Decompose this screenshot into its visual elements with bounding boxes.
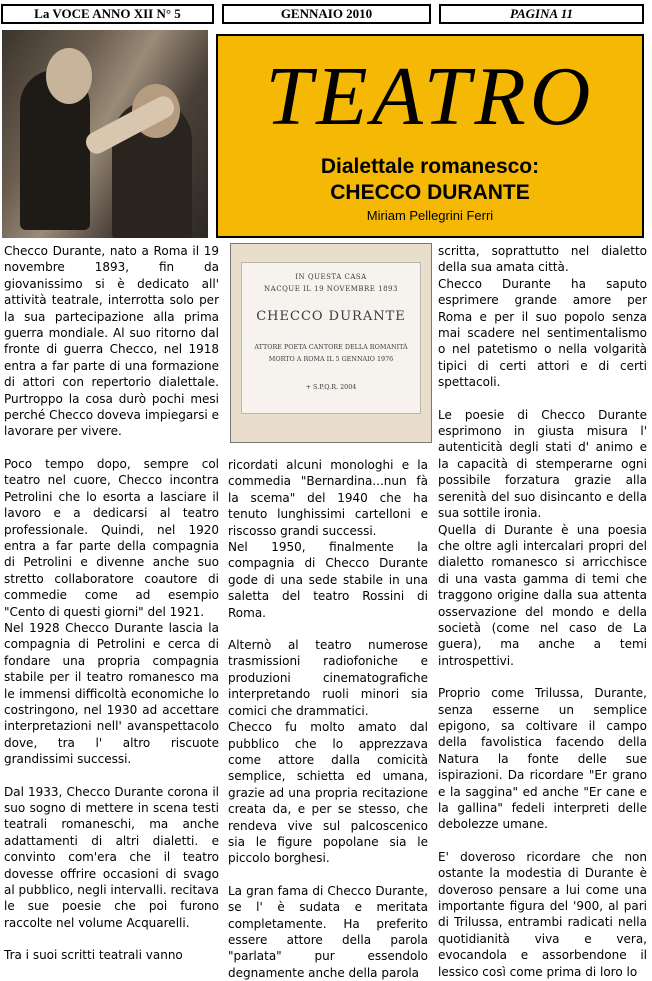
header-page-box <box>439 4 644 24</box>
section-title: TEATRO <box>265 50 595 143</box>
paragraph: Checco Durante ha saputo esprimere grande amore per Roma e per il suo popolo senza mai scadere nel sentimentalismo o nel patetismo o nella volgarità tipici di certi attori e di certi spettacoli. <box>438 276 647 390</box>
paragraph: scritta, soprattutto nel dialetto della sua amata città. <box>438 244 647 275</box>
memorial-plaque <box>241 262 421 414</box>
paragraph: Poco tempo dopo, sempre col teatro nel cuore, Checco incontra Petrolini che lo esorta a lasciare il lavoro e a dedicarsi al teatro professionale. Quindi, nel 1920 entra a far parte della compagnia di Petrolini e divenne anche suo stretto collaboratore coautore di commedie come ad esempio "Cento di questi giorni" del 1921. <box>4 456 219 619</box>
header-date-box <box>222 4 431 24</box>
paragraph: Alternò al teatro numerose trasmissioni radiofoniche e produzioni cinematografiche interpretando ruoli minori sia comici che drammatici. <box>228 638 428 718</box>
plaque-name: CHECCO DURANTE <box>256 309 406 324</box>
paragraph: Checco fu molto amato dal pubblico che lo apprezzava come attore dalla comicità semplice, schietta ed umana, grazie ad una propria recitazione creata da, e per se stesso, che rendeva vive sul palcoscenico sia le figure popolane sia le piccolo borghesi. <box>228 720 428 866</box>
subtitle-line-2: CHECCO DURANTE <box>330 181 530 204</box>
text-column-1 <box>4 243 219 964</box>
text-column-2 <box>228 457 428 981</box>
paragraph: Proprio come Trilussa, Durante, senza esserne un semplice epigono, sa coltivare il campo della favolistica facendo della Natura la fonte delle sue ispirazioni. Da ricordare "Er grano e la saggina" ed anche "Er cane e la gallina" fedeli interpreti delle debolezze umane. <box>438 686 647 832</box>
header-issue-box <box>1 4 214 24</box>
title-panel <box>216 34 644 238</box>
plaque-line: ATTORE POETA CANTORE DELLA ROMANITÀ <box>254 343 408 351</box>
paragraph: Dal 1933, Checco Durante corona il suo sogno di mettere in scena testi teatrali romaneschi, ma anche adattamenti di altri dialetti. e convinto com'era che il teatro dovesse offrire occasioni di svago al pubblico, negli intervalli. recitava le sue poesie che poi furono raccolte nel volume Acquarelli. <box>4 784 219 930</box>
actors-photo <box>2 30 208 238</box>
header-issue: La VOCE ANNO XII N° 5 <box>34 6 181 21</box>
plaque-line: MORTO A ROMA IL 5 GENNAIO 1976 <box>268 355 394 363</box>
text-column-3 <box>438 243 647 980</box>
paragraph: ricordati alcuni monologhi e la commedia "Bernardina...nun fà la scema" del 1940 che ha tenuto lunghissimi cartelloni e riscosso grandi successi. <box>228 458 428 538</box>
author-name: Miriam Pellegrini Ferri <box>366 208 494 223</box>
photo-face-left <box>46 48 92 104</box>
paragraph: E' doveroso ricordare che non ostante la modestia di Durante è doveroso pensare a lui come una importante figura del '900, al pari di Trilussa, entrambi radicati nella quotidianità viva e vera, evocandola e assorbendone il lessico così come prima di loro lo <box>438 849 647 979</box>
plaque-photo <box>230 243 432 443</box>
subtitle-line-1: Dialettale romanesco: <box>320 155 540 178</box>
header-page: PAGINA 11 <box>510 6 573 21</box>
header-date: GENNAIO 2010 <box>280 6 373 21</box>
paragraph: Checco Durante, nato a Roma il 19 novembre 1893, fin da giovanissimo si è dedicato all' attività teatrale, interrotta solo per la sua partecipazione alla prima guerra mondiale. Al suo ritorno dal fronte di guerra Checco, nel 1918 entra a far parte di una formazione di attori con repertorio dialettale. Purtroppo la cosa durò pochi mesi perché Checco doveva impiegarsi e lavorare per vivere. <box>4 244 219 439</box>
paragraph: Quella di Durante è una poesia che oltre agli intercalari propri del dialetto romanesco si arricchisce di una vasta gamma di temi che traggono origine dalla sua attenta osservazione del mondo e della società (come nel caso de La guera), ma anche a temi introspettivi. <box>438 522 647 668</box>
paragraph: Nel 1928 Checco Durante lascia la compagnia di Petrolini e cerca di fondare una propria compagnia stabile per il teatro romanesco ma le immensi difficoltà economiche lo costringono, nel 1930 ad accettare interpretazioni nell' avanspettacolo dove, tra l' altro riscuote grandissimi successi. <box>4 620 219 767</box>
paragraph: Le poesie di Checco Durante esprimono in giusta misura l' autenticità degli stati d' animo e la capacità di stemperarne ogni possibile forzatura grazie alla serenità del suo disincanto e della sua sottile ironia. <box>438 407 647 521</box>
plaque-line: IN QUESTA CASA <box>295 273 367 281</box>
plaque-line: + S.P.Q.R. 2004 <box>305 383 357 391</box>
plaque-line: NACQUE IL 19 NOVEMBRE 1893 <box>264 285 398 293</box>
paragraph: Nel 1950, finalmente la compagnia di Checco Durante gode di una sede stabile in una saletta del teatro Rossini di Roma. <box>228 540 428 620</box>
paragraph: Tra i suoi scritti teatrali vanno <box>4 948 183 963</box>
paragraph: La gran fama di Checco Durante, se l' è sudata e meritata completamente. Ha preferito essere attore della parola "parlata" pur essendolo degnamente anche della parola <box>228 883 428 980</box>
